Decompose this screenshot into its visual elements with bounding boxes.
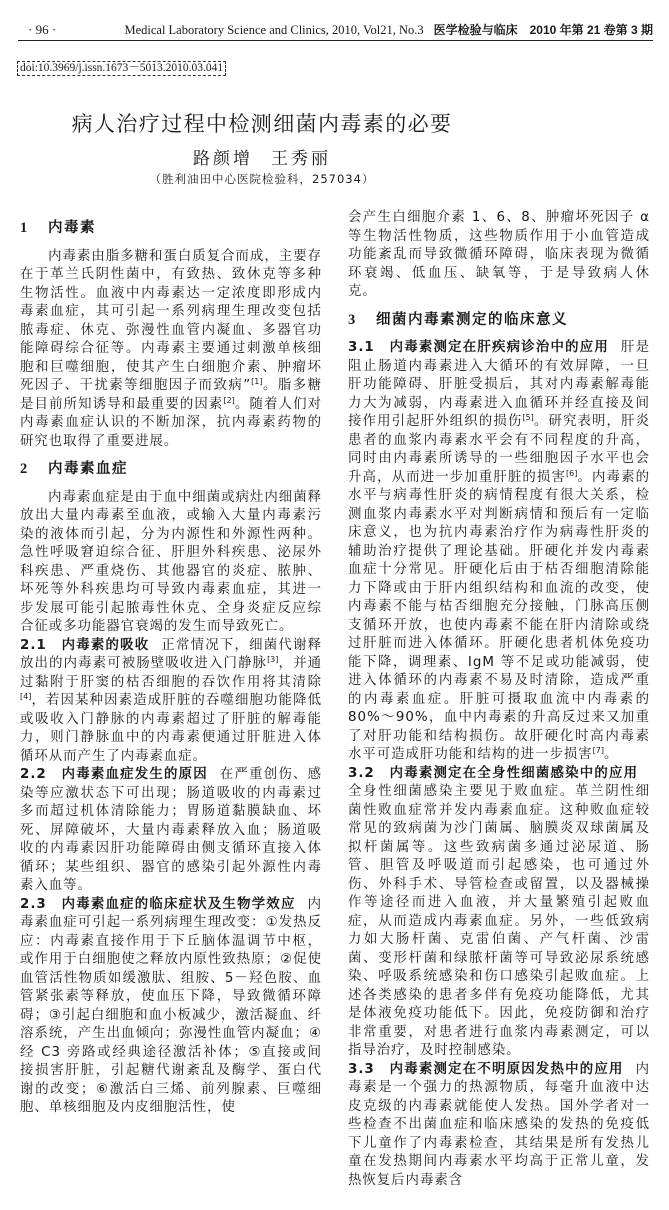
citation-ref: [4] [20,692,32,701]
paragraph-text: 。内毒素的水平与病毒性肝炎的病情程度有很大关系，检测血浆内毒素水平对判断病情和预后有一定临床意义，也为抗内毒素治疗作为病毒性肝炎的辅助治疗提供了理论基础。肝硬化并发内毒素血症十分常见。肝硬化后由于枯否细胞清除能力下降或由于肝内组织结构和血流的改变，使内毒素不能与枯否细胞充分接触，门脉高压侧支循环开放，也使内毒素不能在肝内清除或绕过肝脏而进入体循环。肝硬化患者机体免疫功能下降，调理素、IgM 等不足或功能减弱，使进入体循环的内毒素不易及时清除，造成严重的内毒素血症。肝脏可摄取血流中内毒素的 80%～90%，血中内毒素的升高反过来又加重了对肝功能和结构损伤。故肝硬化时高内毒素水平可造成肝功能和结构的进一步损害 [348,469,651,762]
paragraph-text: 。随着人们对内毒素血症认识的不断加深，抗内毒素药物的研究也取得了重要进展。 [20,396,323,449]
citation-ref: [7] [592,746,604,755]
subsection-heading: 3.3 内毒素测定在不明原因发热中的应用 [348,1061,624,1077]
paragraph-text: 肝是阻止肠道内毒素进入大循环的有效屏障，一旦肝功能障碍、肝脏受损后，其对内毒素解毒能力大为减弱，内毒素进入血循环并经直接及间接作用引起肝外组织的损伤 [348,340,651,429]
section-heading [348,311,650,330]
paragraph-text: ，并通过黏附于肝窦的枯否细胞的吞饮作用将其清除 [20,656,323,690]
subsection-paragraph [20,637,322,767]
paragraph [20,489,322,637]
paragraph-text: 正常情况下，细菌代谢释放出的内毒素可被肠壁吸收进入门静脉 [20,637,322,671]
paragraph-text: 会产生白细胞介素 1、6、8、肿瘤坏死因子 α 等生物活性物质，这些物质作用于小血管造成功能紊乱而导致微循环障碍，临床表现为微循环衰竭、低血压、缺氧等，于是导致病人休克。 [348,210,650,299]
page-number: · 96 · [28,22,57,37]
right-column [348,209,650,1190]
paragraph-text: 。脂多糖是目前所知诱导和最重要的因素 [20,378,323,412]
journal-name-en: Medical Laboratory Science and Clinics, 2010, Vol21, No.3 [124,23,424,37]
paragraph-text: 内毒素由脂多糖和蛋白质复合而成，主要存在于革兰氏阴性菌中，有致热、致休克等多种生物活性。血液中内毒素达一定浓度即形成内毒素血症，其可引起一系列病理生理改变包括脓毒症、休克、弥漫性血管内凝血、多器官功能障碍综合征等。内毒素主要通过刺激单核细胞和巨噬细胞，使其产生白细胞介素、肿瘤坏死因子、干扰素等细胞因子而致病” [20,248,322,393]
paragraph-text: 内毒素是一个强力的热源物质，每毫升血液中达皮克级的内毒素就能使人发热。国外学者对一些检查不出菌血症和临床感染的发热的免疫低下儿童作了内毒素检查，其结果是所有发热儿童在发热期间内毒素水平均高于正常儿童，发热恢复后内毒素含 [348,1061,650,1188]
paragraph-text: 内毒素血症可引起一系列病理生理改变：①发热反应：内毒素直接作用于下丘脑体温调节中枢，或作用于白细胞使之释放内原性致热原；②促使血管活性物质如缓激肽、组胺、5－羟色胺、血管紧张素等释放，使血压下降，导致微循环障碍；③引起白细胞和血小板减少，激活凝血、纤溶系统，产生出血倾向；弥漫性血管内凝血；④经 C3 旁路或经典途径激活补体；⑤直接或间接损害肝脏，引起糖代谢紊乱及酶学、蛋白代谢的改变；⑥激活白三烯、前列腺素、巨噬细胞、单核细胞及内皮细胞活性，使 [20,896,322,1115]
title-block [62,110,462,187]
section-number: 2 [20,461,29,477]
section-heading [20,219,322,238]
doi-box: doi:10.3969/j.issn.1673－5013.2010.03.041 [17,61,226,76]
paragraph [348,209,650,302]
section-title: 内毒素 [48,220,96,236]
citation-ref: [2] [223,395,235,405]
paragraph-text: 。研究表明，肝炎患者的血浆内毒素水平会有不同程度的升高，同时由内毒素所诱导的一些细胞因子水平也会升高，从而进一步加重肝脏的损害 [348,414,651,485]
subsection-heading: 2.2 内毒素血症发生的原因 [20,767,208,782]
citation-ref: [5] [522,413,534,422]
section-heading [20,460,322,479]
running-header [18,0,653,41]
paragraph-text: 。 [603,747,619,762]
section-number: 3 [348,311,357,328]
section-title: 内毒素血症 [48,461,128,477]
body-columns [0,209,669,1210]
subsection-heading: 2.1 内毒素的吸收 [20,637,150,653]
section-title: 细菌内毒素测定的临床意义 [376,311,568,328]
affiliation: （胜利油田中心医院检验科，257034） [149,172,375,186]
author: 王秀丽 [271,149,331,169]
paragraph-text: 内毒素血症是由于血中细菌或病灶内细菌释放出大量内毒素至血液，或输入大量内毒素污染的液体而引起，分为内源性和外源性两种。急性呼吸窘迫综合征、肝胆外科疾患、泌尿外科疾患、严重烧伤、其他器官的炎症、脓肿、坏死等外科疾患均可导致内毒素血症，其进一步发展可能引起脓毒性休克、全身炎症反应综合征或多功能器官衰竭的发生而导致死亡。 [20,489,322,634]
subsection-paragraph [20,766,322,896]
citation-ref: [6] [566,468,578,478]
section-number: 1 [20,220,29,236]
subsection-heading: 2.3 内毒素血症的临床症状及生物学效应 [20,896,296,912]
subsection-paragraph [348,339,650,765]
subsection-heading: 3.2 内毒素测定在全身性细菌感染中的应用 [348,765,638,781]
journal-info [124,21,653,38]
citation-ref: [1] [251,377,263,386]
paragraph-text: 在严重创伤、感染等应激状态下可出现；肠道吸收的内毒素过多而超过机体清除能力；胃肠道黏膜缺血、坏死、屏障破坏，大量内毒素释放入血；肠道吸收的内毒素因肝功能障碍由侧支循环直接入体循环；某些组织、器官的感染引起外源性内毒素入血等。 [20,767,322,893]
author: 路颜增 [193,149,253,169]
subsection-paragraph [348,1061,650,1191]
authors [62,148,462,170]
paragraph-text: ，若因某种因素造成肝脏的吞噬细胞功能降低或吸收入门静脉的内毒素超过了肝脏的解毒能力，则门静脉血中的内毒素便通过肝脏进入体循环从而产生了内毒素血症。 [20,693,322,764]
subsection-paragraph [20,896,322,1118]
paragraph [20,248,322,452]
journal-name-cn: 医学检验与临床 2010 年第 21 卷第 3 期 [433,23,653,37]
paragraph-text: 全身性细菌感染主要见于败血症。革兰阴性细菌性败血症常并发内毒素血症。这种败血症较常见的致病菌为沙门菌属、脑膜炎双球菌属及拟杆菌属等。这些致病菌多通过泌尿道、肠管、胆管及呼吸道而引起感染，也可通过外伤、外科手术、导管检查或留置，以及器械操作等途径而进入血液，并大量繁殖引起败血症，从而造成内毒素血症。另外，一些低致病力如大肠杆菌、克雷伯菌、产气杆菌、沙雷菌、变形杆菌和绿脓杆菌等可导致泌尿系统感染、呼吸系统感染和伤口感染引起败血症。上述各类感染的患者多伴有免疫功能降低，尤其是体液免疫功能低下。因此，免疫防御和治疗非常重要，对患者进行血浆内毒素测定，可以指导治疗，及时控制感染。 [348,784,650,1058]
paper-title: 病人治疗过程中检测细菌内毒素的必要 [71,112,453,136]
citation-ref: [3] [267,655,279,664]
subsection-paragraph [348,765,650,1061]
subsection-heading: 3.1 内毒素测定在肝疾病诊治中的应用 [348,340,609,355]
left-column [20,209,322,1118]
doi-container [17,56,669,76]
